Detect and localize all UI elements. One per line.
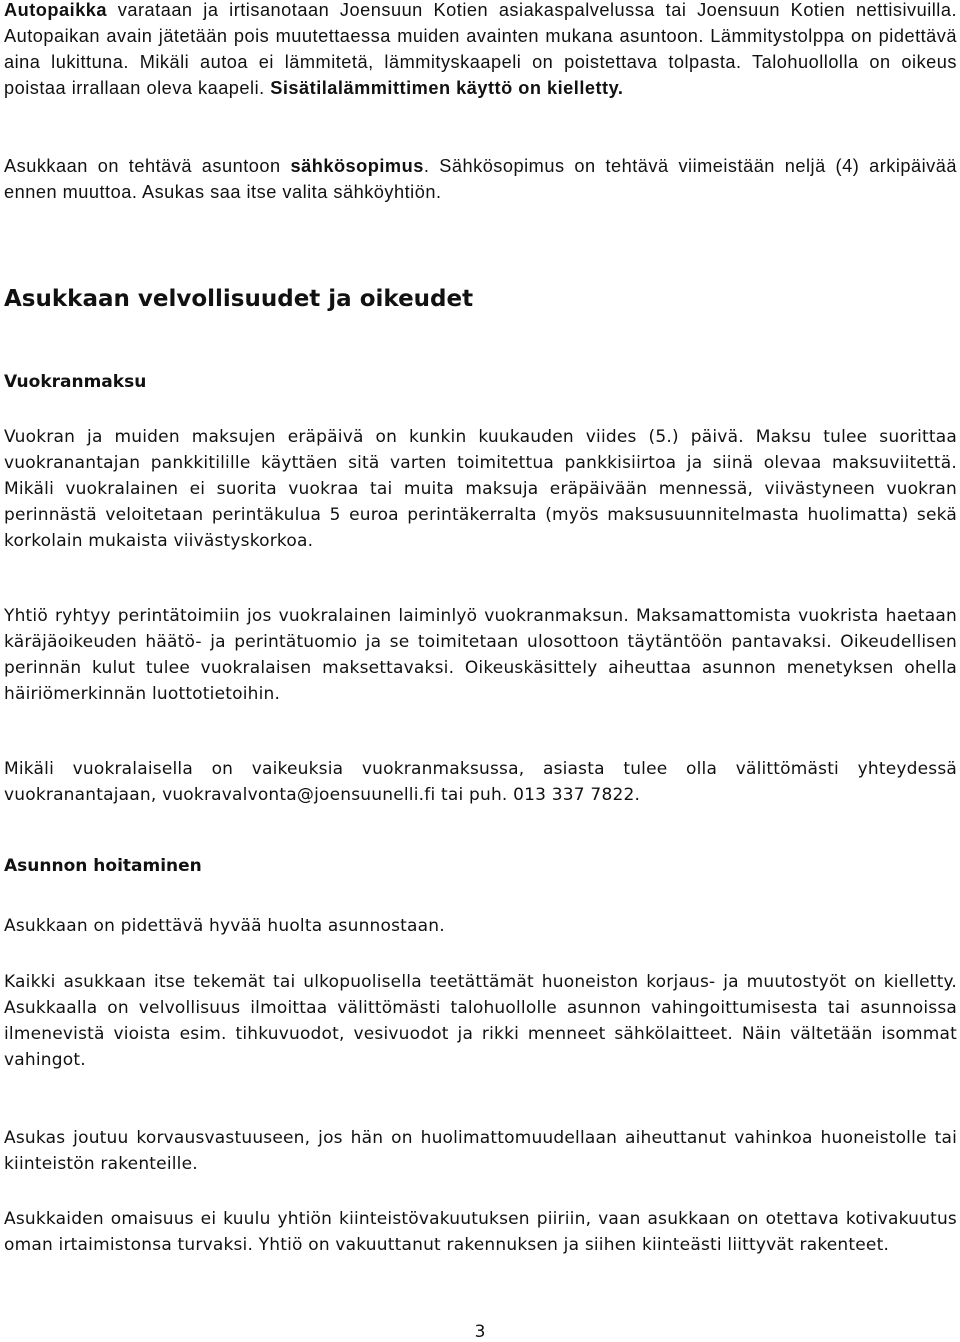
autopaikka-text: varataan ja irtisanotaan Joensuun Kotien asiakaspalvelussa tai Joensuun Kotien nettisivuilla. Autopaikan avain jätetään pois muutettaessa muiden avainten mukana asuntoon. Lämmitystolppa on pidettävä aina lukittuna. Mikäli autoa ei lämmitetä, lämmityskaapeli on poistettava tolpasta. Talohuollolla on oikeus poistaa irrallaan oleva kaapeli. — [4, 0, 957, 98]
hoitaminen-paragraph-4: Asukkaiden omaisuus ei kuulu yhtiön kiinteistövakuutuksen piiriin, vaan asukkaan on otettava kotivakuutus oman irtaimistonsa turvaksi. Yhtiö on vakuuttanut rakennuksen ja siihen kiinteästi liittyvät rakenteet. — [4, 1209, 957, 1255]
vuokranmaksu-p2-block — [4, 603, 957, 707]
hoitaminen-paragraph-1: Asukkaan on pidettävä hyvää huolta asunnostaan. — [4, 916, 445, 936]
sahkosopimus-pre: Asukkaan on tehtävä asuntoon — [4, 156, 291, 176]
vuokranmaksu-paragraph-2: Yhtiö ryhtyy perintätoimiin jos vuokralainen laiminlyö vuokranmaksun. Maksamattomista vuokrista haetaan käräjäoikeuden häätö- ja perintätuomio ja se toimitetaan ulosottoon täytäntöön pantavaksi. Oikeudellisen perinnän kulut tulee vuokralaisen maksettavaksi. Oikeuskäsittely aiheuttaa asunnon menetyksen ohella häiriömerkinnän luottotietoihin. — [4, 606, 957, 704]
hoitaminen-heading: Asunnon hoitaminen — [4, 856, 202, 876]
hoitaminen-p1-block — [4, 913, 957, 939]
autopaikka-warning: Sisätilalämmittimen käyttö on kielletty. — [270, 78, 624, 98]
vuokranmaksu-paragraph-3: Mikäli vuokralaisella on vaikeuksia vuokranmaksussa, asiasta tulee olla välittömästi yhteydessä vuokranantajaan, vuokravalvonta@joensuunelli.fi tai puh. 013 337 7822. — [4, 759, 957, 805]
main-heading: Asukkaan velvollisuudet ja oikeudet — [4, 286, 474, 312]
hoitaminen-p3-block — [4, 1125, 957, 1177]
vuokranmaksu-p1-block — [4, 424, 957, 554]
vuokranmaksu-heading: Vuokranmaksu — [4, 372, 147, 392]
hoitaminen-paragraph-3: Asukas joutuu korvausvastuuseen, jos hän on huolimattomuudellaan aiheuttanut vahinkoa huoneistolle tai kiinteistön rakenteille. — [4, 1128, 957, 1174]
vuokranmaksu-paragraph-1: Vuokran ja muiden maksujen eräpäivä on kunkin kuukauden viides (5.) päivä. Maksu tulee suorittaa vuokranantajan pankkitilille käyttäen sitä varten toimitettua pankkisiirtoa ja siinä olevaa maksuviitettä. Mikäli vuokralainen ei suorita vuokraa tai muita maksuja eräpäivään mennessä, viivästyneen vuokran perinnästä veloitetaan perintäkulua 5 euroa perintäkerralta (myös maksusuunnitelmasta huolimatta) sekä korkolain mukaista viivästyskorkoa. — [4, 427, 957, 551]
autopaikka-paragraph — [4, 0, 957, 101]
sahkosopimus-post: . Sähkösopimus on tehtävä viimeistään neljä (4) arkipäivää ennen muuttoa. Asukas saa itse valita sähköyhtiön. — [4, 156, 958, 202]
autopaikka-section — [4, 0, 957, 101]
sahkosopimus-section — [4, 153, 957, 205]
sahkosopimus-paragraph — [4, 153, 957, 205]
hoitaminen-p2-block — [4, 969, 957, 1073]
page-number: 3 — [474, 1322, 486, 1342]
vuokranmaksu-p3-block — [4, 756, 957, 808]
sahkosopimus-keyword: sähkösopimus — [290, 156, 424, 176]
hoitaminen-paragraph-2: Kaikki asukkaan itse tekemät tai ulkopuolisella teetättämät huoneiston korjaus- ja muutostyöt on kielletty. Asukkaalla on velvollisuus ilmoittaa välittömästi talohuollolle asunnon vahingoittumisesta tai asunnoissa ilmenevistä vioista esim. tihkuvuodot, vesivuodot ja rikki menneet sähkölaitteet. Näin vältetään isommat vahingot. — [4, 972, 957, 1070]
autopaikka-lead: Autopaikka — [4, 0, 108, 20]
hoitaminen-p4-block — [4, 1206, 957, 1258]
